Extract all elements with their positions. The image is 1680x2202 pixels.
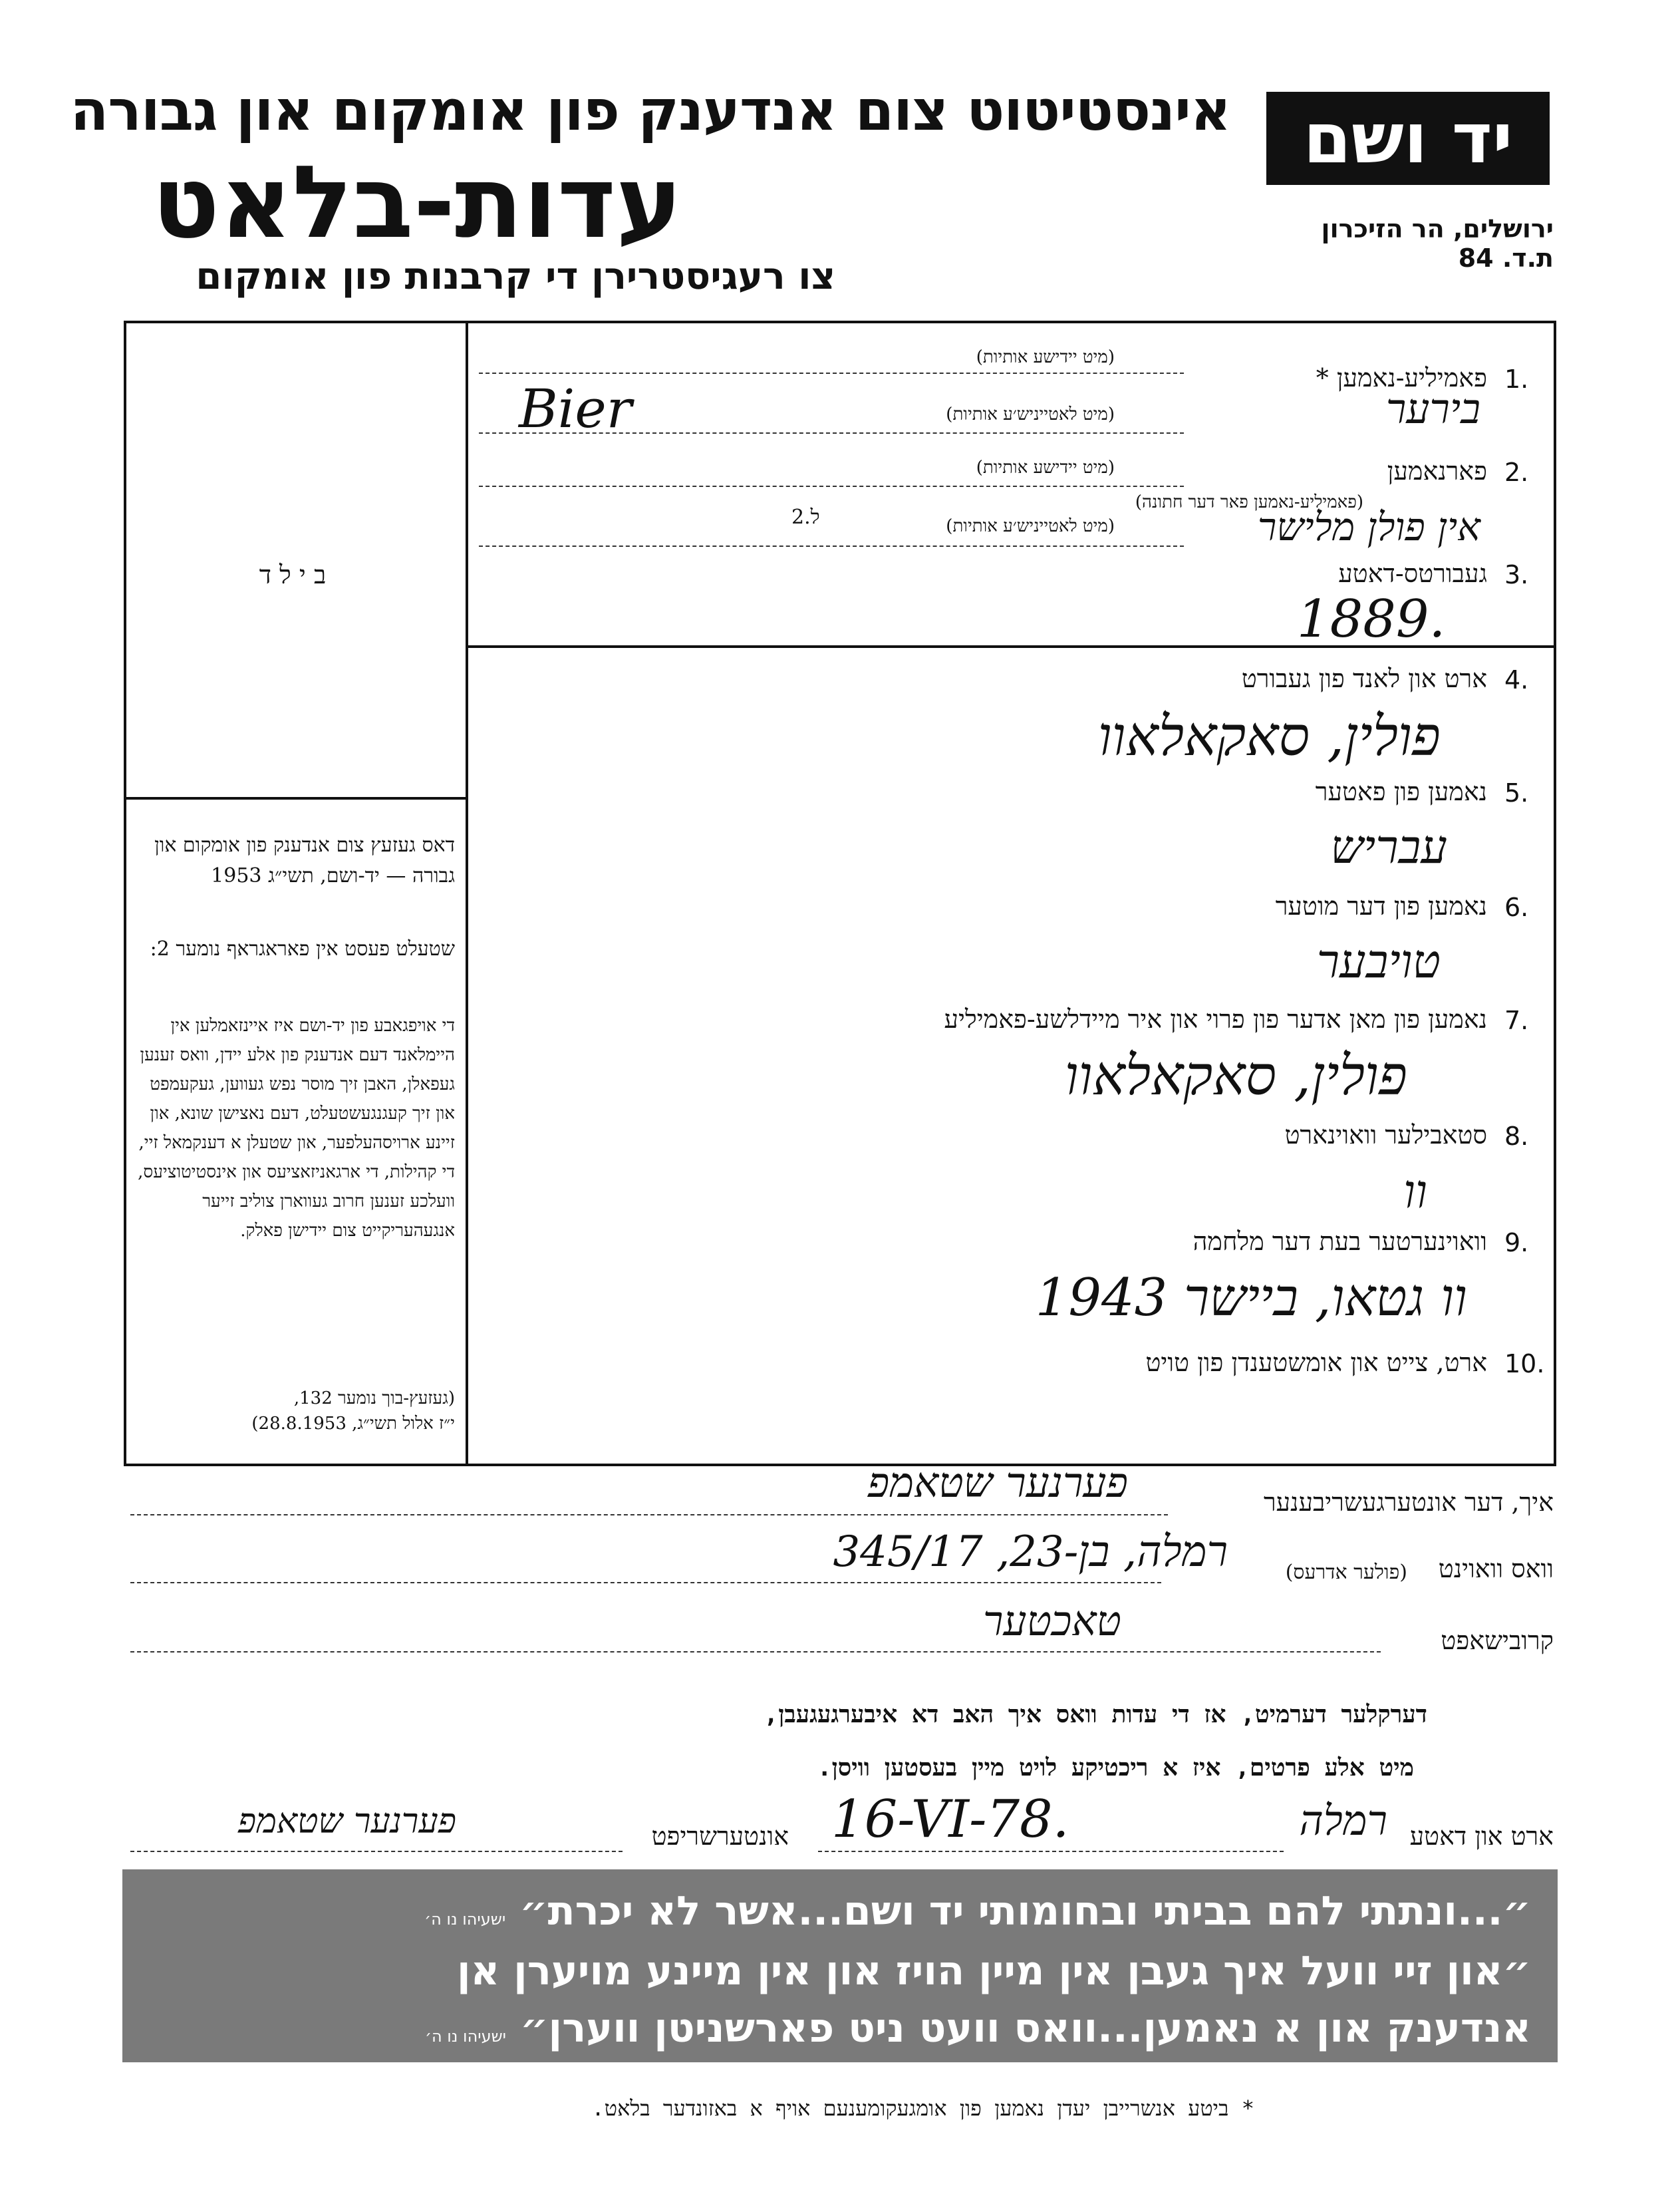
law-citation-1: (געזעץ-בוך נומער 132, [293,1388,455,1408]
field-1-line-1 [479,373,1184,374]
footnote: * ביטע אנשרייבן יעדן נאמען פון אומגעקומענעם אויף א באזונדער בלאט. [591,2096,1254,2121]
field-1-line-2 [479,432,1184,434]
place-date-line [818,1851,1284,1852]
relation-line [130,1651,1381,1652]
law-citation-2: י״ז אלול תשי״ג, 28.8.1953) [251,1414,455,1434]
field-10-label: ארט, צייט און אומשטענדן פון טויט [1145,1348,1487,1377]
submitter-name-value[interactable]: פערנער שטאמפ [867,1458,1128,1507]
declaration-line-1: דערקלער דערמיט, אז די עדות וואס איך האב דא איבערגעגעבן, [764,1701,1427,1728]
field-6-number: 6. [1504,893,1529,922]
field-4-number: 4. [1504,665,1529,695]
field-3-number: 3. [1504,560,1529,589]
field-2-hint-yiddish: (מיט יידישע אותיות) [976,458,1115,478]
submitter-address-value[interactable]: רמלה, בן-23, 345/17 [833,1527,1228,1577]
field-6-value[interactable]: טויבער [1316,934,1441,989]
field-7-number: 7. [1504,1006,1529,1035]
signature-label: אונטערשריפט [651,1821,789,1851]
date-value[interactable]: 16-VI-78. [831,1790,1069,1849]
field-10-number: 10. [1504,1349,1545,1378]
field-1-hint-yiddish: (מיט יידישע אותיות) [976,347,1115,367]
field-3-label: געבורטס-דאטע [1338,559,1487,588]
place-date-label: ארט און דאטע [1409,1821,1554,1851]
field-9-label: וואוינערטער בעת דער מלחמה [1192,1227,1487,1256]
place-value[interactable]: רמלה [1299,1796,1387,1845]
field-8-label: סטאבילער וואוינארט [1284,1120,1487,1150]
declaration-line-2: מיט אלע פרטים, איז א ריכטיקע לויט מיין בעסטען וויסן. [817,1754,1414,1782]
field-2-label: פארנאמען [1387,456,1487,486]
field-2-note-mark: 2.ל [791,506,820,529]
yad-vashem-logo: יד ושם [1266,92,1550,185]
field-2-line-1 [479,486,1184,487]
banner-line-3-source: ישעיהו נו ה׳ [424,2027,507,2046]
signature-line [130,1851,623,1852]
law-paragraph-1: דאס געזעץ צום אנדענק פון אומקום און גבורה — יד-ושם, תשי״ג 1953 [154,834,455,887]
field-7-label: נאמען פון מאן אדער פון פרוי און איר מיידלשע-פאמיליע [944,1005,1487,1034]
law-paragraph-3: די אויפגאבע פון יד-ושם איז איינזאמלען אין היימלאנד דעם אנדענק פון אלע יידן, וואס זענען געפאלן, האבן זיך מוסר נפש געווען, געקעמפט און זיך קעגנגעשטעלט, דעם נאצישן שונא, און זיינע ארויסהעלפער, און שטעלן א דענקמאל זיי, די קהילות, די ארגאניזאציעס און אינסטיטוציעס, וועלכע זענען חרוב געווארן צוליב זייער אנגעהעריקייט צום יידישן פאלק. [138,1016,455,1241]
field-2-number: 2. [1504,458,1529,487]
field-1-value-latin[interactable]: Bier [519,378,632,440]
submitter-name-label: איך, דער אונטערגעשריבענער [1263,1488,1554,1517]
field-8-value[interactable]: וו [1403,1164,1427,1219]
law-paragraph-2: שטעלט פעסט אין פאראגראף נומער 2: [150,937,455,961]
field-9-number: 9. [1504,1228,1529,1257]
address-line-2: ת.ד. 84 [1458,243,1554,273]
submitter-address-label: וואס וואוינט [1438,1554,1554,1583]
address-line-1: ירושלים, הר הזיכרון [1321,214,1554,243]
photo-box-divider [124,797,468,800]
institute-name: אינסטיטוט צום אנדענק פון אומקום און גבורה [70,78,1230,143]
signature-value[interactable]: פערנער שטאמפ [237,1802,456,1841]
page-title: עדות-בלאט [152,145,682,261]
relation-value[interactable]: טאכטער [983,1597,1121,1645]
field-2-value[interactable]: אין פולן מלישר [1257,504,1480,550]
banner-line-2: ״און זיי וועל איך געבן אין מיין הויז און אין מיינע מויערן אן [456,1948,1531,1994]
photo-label: ב י ל ד [259,560,327,589]
submitter-address-hint: (פולער אדרעס) [1285,1561,1407,1584]
field-1-label: פאמיליע-נאמען * [1316,363,1487,393]
field-5-value[interactable]: עבריש [1330,820,1447,874]
column-divider [466,321,468,1466]
submitter-address-line [130,1582,1161,1583]
field-6-label: נאמען פון דער מוטער [1275,891,1487,921]
banner-line-1-text: ״...ונתתי להם בביתי ובחומותי יד ושם...אשר לא יכרת״ [519,1888,1531,1935]
form-bottom-line [124,1464,1556,1466]
field-1-hint-latin: (מיט לאטייניש׳ע אותיות) [946,404,1115,424]
quote-banner [122,1869,1558,2062]
banner-line-3-text: אנדענק און א נאמען...וואס וועט ניט פארשניטן ווערן״ [519,2005,1531,2052]
field-2-hint-latin: (מיט לאטייניש׳ע אותיות) [946,516,1115,536]
banner-line-1 [424,1888,1531,1935]
field-1-number: 1. [1504,365,1529,394]
field-5-label: נאמען פון פאטער [1315,777,1487,806]
field-4-label: ארט און לאנד פון געבורט [1241,664,1487,693]
field-2-line-2 [479,546,1184,547]
field-4-value[interactable]: פולין, סאקאלאוו [1097,705,1441,768]
submitter-name-line [130,1514,1168,1515]
field-5-number: 5. [1504,778,1529,808]
field-7-value[interactable]: פולין, סאקאלאוו [1064,1044,1407,1108]
field-1-value-yiddish[interactable]: בירער [1385,385,1480,433]
field-9-value[interactable]: וו גטאו, ביישר 1943 [1035,1268,1467,1328]
relation-label: קרובישאפט [1441,1626,1554,1655]
banner-line-1-source: ישעיהו נו ה׳ [424,1910,506,1929]
banner-line-3 [425,2005,1531,2052]
field-8-number: 8. [1504,1122,1529,1151]
page-subtitle: צו רעגיסטרירן די קרבנות פון אומקום [196,255,835,298]
field-3-value[interactable]: 1889. [1297,589,1446,649]
field-2-hint-maiden: (פאמיליע-נאמען פאר דער חתונה) [1135,492,1363,512]
